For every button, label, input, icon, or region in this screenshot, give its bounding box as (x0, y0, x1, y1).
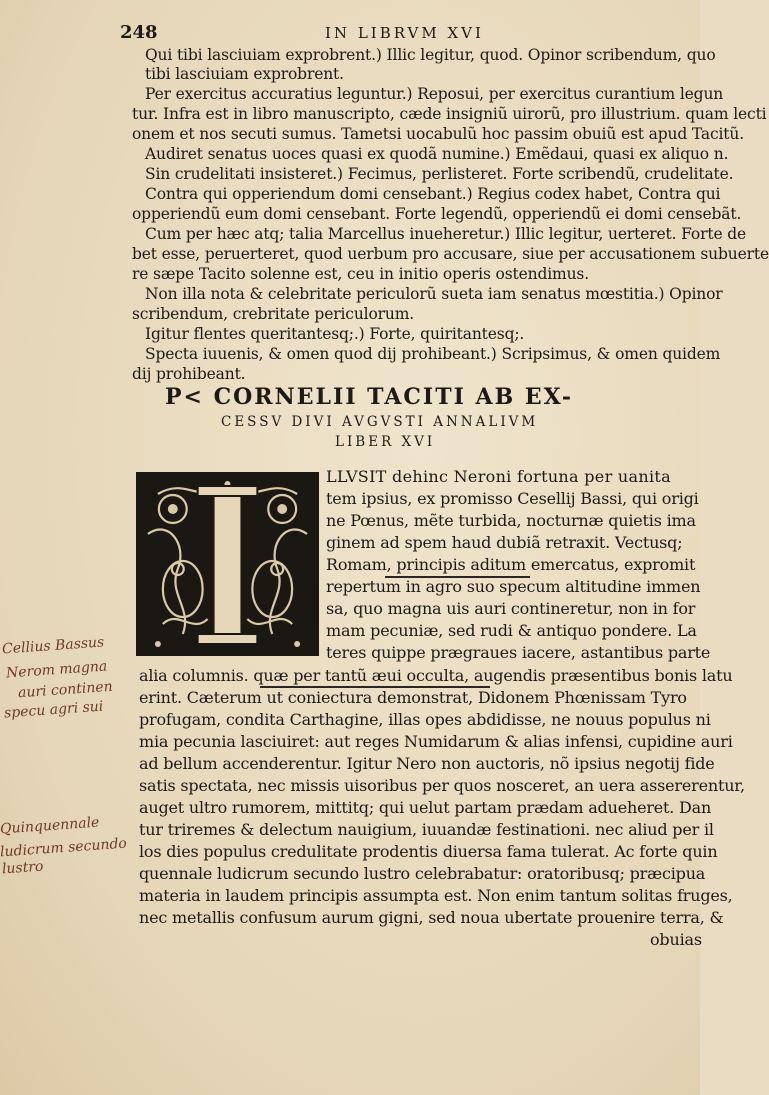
note-line: re sæpe Tacito solenne est, ceu in initio operis ostendimus. (132, 265, 590, 283)
body-line: ad bellum accenderentur. Igitur Nero non auctoris, nõ ipsius negotij fide (139, 754, 715, 773)
margin-note: lustro (1, 858, 44, 878)
body-line: alia columnis. quæ per tantũ æui occulta, augendis præsentibus bonis latu (139, 666, 733, 685)
note-line: dij prohibeant. (132, 365, 246, 383)
note-line: Sin crudelitati insisteret.) Fecimus, perlisteret. Forte scribendũ, crudelitate. (145, 165, 734, 183)
book-number: LIBER XVI (335, 434, 436, 450)
body-line: LLVSIT dehinc Neroni fortuna per uanita (326, 467, 671, 486)
body-line: ginem ad spem haud dubiã retraxit. Vectusq; (326, 533, 683, 552)
note-line: Contra qui opperiendum domi censebant.) Regius codex habet, Contra qui (145, 185, 721, 203)
margin-note: Cellius Bassus (1, 634, 105, 658)
book-title: P< CORNELII TACITI AB EX- (165, 384, 574, 410)
folio-number: 248 (120, 22, 158, 43)
catchword: obuias (650, 930, 702, 949)
note-line: Qui tibi lasciuiam exprobrent.) Illic legitur, quod. Opinor scribendum, quo (145, 46, 716, 64)
note-line: Audiret senatus uoces quasi ex quodã numine.) Emẽdaui, quasi ex aliquo n. (145, 145, 729, 163)
note-line: bet esse, peruerteret, quod uerbum pro accusare, siue per accusationem subuerte (132, 245, 769, 263)
margin-note: ludicrum secundo (0, 835, 128, 861)
body-line: quennale ludicrum secundo lustro celebrabatur: oratoribusq; præcipua (139, 864, 706, 883)
margin-note: Quinquennale (0, 814, 100, 838)
reader-underline (385, 576, 530, 578)
body-line: auget ultro rumorem, mittitq; qui uelut partam prædam adueheret. Dan (139, 798, 712, 817)
margin-note: auri continen (17, 678, 114, 702)
body-line: tur triremes & delectum nauigium, iuuandæ festinationi. nec aliud per il (139, 820, 714, 839)
body-line: mam pecuniæ, sed rudi & antiquo pondere. La (326, 621, 697, 640)
initial-ornament-icon (138, 474, 317, 654)
note-line: Non illa nota & celebritate periculorũ sueta iam senatus mœstitia.) Opinor (145, 285, 723, 303)
note-line: tur. Infra est in libro manuscripto, cæde insigniũ uirorũ, pro illustrium. quam lecti (132, 105, 767, 123)
body-line: Romam, principis aditum emercatus, expromit (326, 555, 696, 574)
note-line: Specta iuuenis, & omen quod dij prohibeant.) Scripsimus, & omen quidem (145, 345, 721, 363)
margin-note: Nerom magna (5, 658, 108, 682)
body-line: ne Pœnus, mẽte turbida, nocturnæ quietis ima (326, 511, 696, 530)
body-line: satis spectata, nec missis uisoribus per quos nosceret, an uera assererentur, (139, 776, 745, 795)
body-line: repertum in agro suo specum altitudine immen (326, 577, 701, 596)
body-line: los dies populus credulitate prodentis diuersa fama tulerat. Ac forte quin (139, 842, 718, 861)
book-subtitle: CESSV DIVI AVGVSTI ANNALIVM (221, 414, 539, 430)
note-line: onem et nos secuti sumus. Tametsi uocabulũ hoc passim obuiũ est apud Tacitũ. (132, 125, 744, 143)
note-line: Igitur flentes queritantesq;.) Forte, quiritantesq;. (145, 325, 525, 343)
body-line: mia pecunia lasciuiret: aut reges Numidarum & alias infensi, cupidine auri (139, 732, 733, 751)
note-line: Cum per hæc atq; talia Marcellus inueheretur.) Illic legitur, uerteret. Forte de (145, 225, 747, 243)
page-header (0, 22, 700, 46)
body-line: teres quippe prægraues iacere, astantibus parte (326, 643, 711, 662)
decorated-initial-i (136, 472, 319, 656)
body-line: profugam, condita Carthagine, illas opes abdidisse, ne nouus populus ni (139, 710, 711, 729)
note-line: tibi lasciuiam exprobrent. (145, 65, 344, 83)
note-line: Per exercitus accuratius leguntur.) Reposui, per exercitus curantium legun (145, 85, 724, 103)
body-line: erint. Cæterum ut coniectura demonstrat, Didonem Phœnissam Tyro (139, 688, 687, 707)
margin-note: specu agri sui (3, 698, 104, 722)
note-line: opperiendũ eum domi censebant. Forte legendũ, opperiendũ ei domi censebãt. (132, 205, 742, 223)
body-line: nec metallis confusum aurum gigni, sed noua ubertate prouenire terra, & (139, 908, 724, 927)
body-line: materia in laudem principis assumpta est. Non enim tantum solitas fruges, (139, 886, 733, 905)
running-title: IN LIBRVM XVI (325, 24, 484, 42)
body-line: tem ipsius, ex promisso Cesellij Bassi, qui origi (326, 489, 699, 508)
body-line: sa, quo magna uis auri contineretur, non in for (326, 599, 696, 618)
note-line: scribendum, crebritate periculorum. (132, 305, 415, 323)
